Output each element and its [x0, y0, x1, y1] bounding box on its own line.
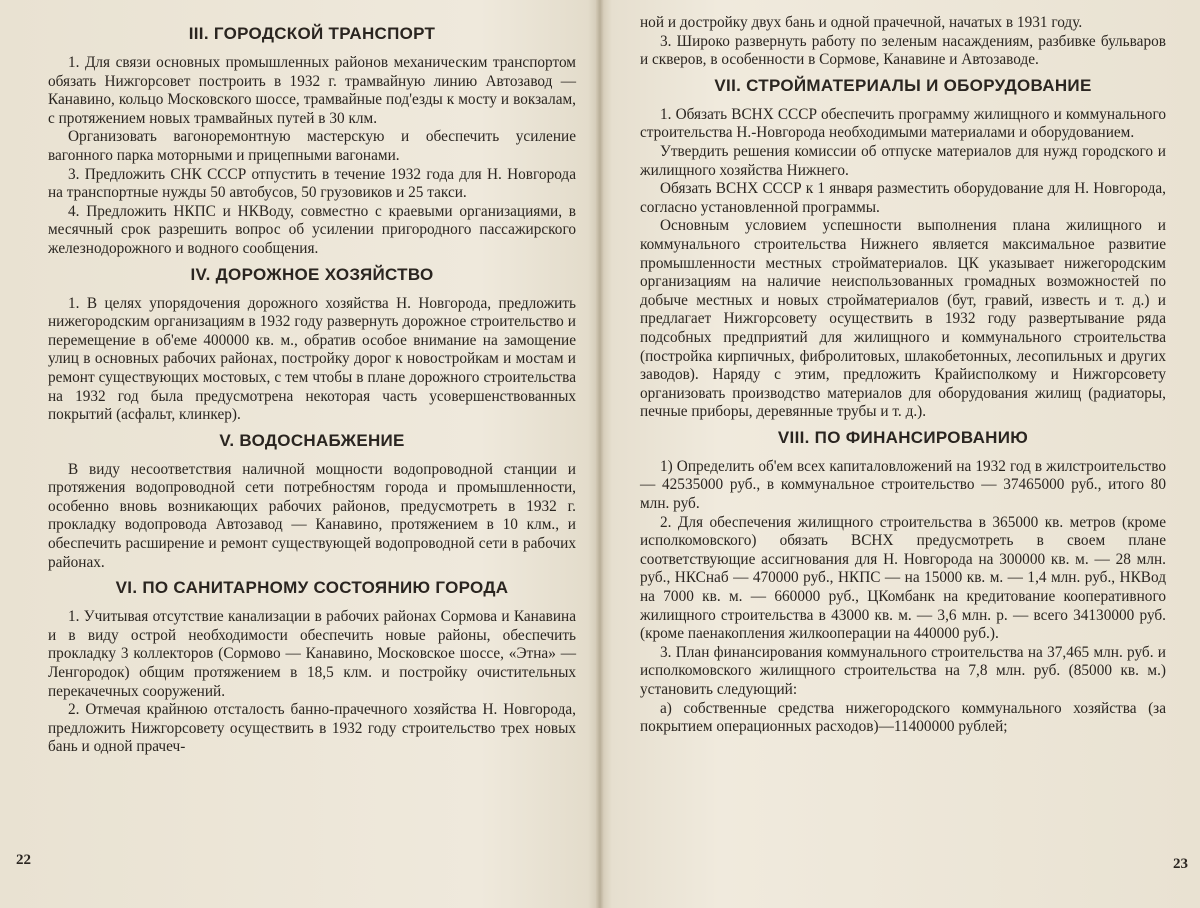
paragraph: Основным условием успешности выполнения плана жилищного и коммунального строительства Нижнего является максимальное развитие промышленности местных стройматериалов. ЦК указывает нижегородским организациям на наличие неиспользованных громадных возможностей по добыче местных и новых стройматериалов (бут, гравий, известь и т. д.) и предлагает Нижгорсовету осуществить в 1932 году развертывание ряда подсобных предприятий для жилищного и коммунального строительства (постройка кирпичных, фибролитовых, шлакобетонных, лесопильных и других заводов). Наряду с этим, предложить Крайисполкому и Нижгорсовету организовать производство материалов для оборудования жилищ (радиаторы, печные приборы, деревянные трубы и т. д.). [640, 217, 1166, 421]
left-page [0, 0, 596, 908]
paragraph: 1. В целях упорядочения дорожного хозяйства Н. Новгорода, предложить нижегородским организациям в 1932 году развернуть дорожное строительство и перемещение в об'еме 400000 кв. м., обратив особое внимание на замощение улиц в основных рабочих районах, постройку дорог к новостройкам и мостам и ремонт существующих мостовых, с тем чтобы в плане дорожного строительства на 1932 год была предусмотрена некоторая часть усовершенствованных покрытий (асфальт, клинкер). [48, 294, 576, 424]
paragraph: 3. План финансирования коммунального строительства на 37,465 млн. руб. и исполкомовского жилищного строительства на 7,8 млн. руб. (85000 кв. м.) установить следующий: [640, 643, 1166, 698]
continued-paragraph: ной и достройку двух бань и одной прачечной, начатых в 1931 году. [640, 14, 1083, 31]
paragraph: 1. Обязать ВСНХ СССР обеспечить программу жилищного и коммунального строительства Н.-Новгорода необходимыми материалами и оборудованием. [640, 105, 1166, 142]
section-heading-sanitary: VI. ПО САНИТАРНОМУ СОСТОЯНИЮ ГОРОДА [115, 578, 509, 598]
paragraph: 4. Предложить НКПС и НКВоду, совместно с краевыми организациями, в месячный срок разрешить вопрос об усилении пригородного пассажирского железнодорожного и водного сообщения. [48, 202, 576, 257]
section-heading-materials: VII. СТРОЙМАТЕРИАЛЫ И ОБОРУДОВАНИЕ [714, 75, 1092, 95]
paragraph: Утвердить решения комиссии об отпуске материалов для нужд городского и жилищного хозяйства Нижнего. [640, 142, 1166, 179]
page-number-right: 23 [1173, 856, 1188, 872]
page-number-left: 22 [16, 852, 31, 868]
section-heading-roads: IV. ДОРОЖНОЕ ХОЗЯЙСТВО [190, 264, 434, 284]
right-page [604, 0, 1200, 908]
paragraph: 3. Широко развернуть работу по зеленым насаждениям, разбивке бульваров и скверов, в особенности в Сормове, Канавине и Автозаводе. [640, 32, 1166, 69]
paragraph: 1. Учитывая отсутствие канализации в рабочих районах Сормова и Канавина и в виду острой необходимости обеспечить новые районы, обеспечить прокладку 3 коллекторов (Сормово — Канавино, Московское шоссе, «Этна» — Ленгородок) общим протяжением в 18,5 клм. и постройку очистительных перекачечных сооружений. [48, 608, 576, 700]
paragraph: 2. Отмечая крайнюю отсталость банно-прачечного хозяйства Н. Новгорода, предложить Нижгорсовету осуществить в 1932 году строительство трех новых бань и одной прачеч- [48, 701, 576, 756]
paragraph: 1. Для связи основных промышленных районов механическим транспортом обязать Нижгорсовет построить в 1932 г. трамвайную линию Автозавод — Канавино, кольцо Московского шоссе, трамвайные под'езды к мосту и вокзалам, с протяжением новых трамвайных путей в 30 клм. [48, 54, 576, 127]
paragraph: 1) Определить об'ем всех капиталовложений на 1932 год в жилстроительство — 42535000 руб., в коммунальное строительство — 37465000 руб., итого 80 млн. руб. [640, 457, 1166, 513]
book-gutter [596, 0, 604, 908]
paragraph: 3. Предложить СНК СССР отпустить в течение 1932 года для Н. Новгорода на транспортные нужды 50 автобусов, 50 грузовиков и 25 такси. [48, 165, 576, 202]
paragraph: а) собственные средства нижегородского коммунального хозяйства (за покрытием операционных расходов)—11400000 рублей; [640, 699, 1166, 736]
section-heading-water: V. ВОДОСНАБЖЕНИЕ [219, 430, 405, 450]
section-heading-financing: VIII. ПО ФИНАНСИРОВАНИЮ [777, 427, 1029, 447]
paragraph: Обязать ВСНХ СССР к 1 января разместить оборудование для Н. Новгорода, согласно установленной программы. [640, 180, 1166, 216]
paragraph: Организовать вагоноремонтную мастерскую и обеспечить усиление вагонного парка моторными и прицепными вагонами. [48, 128, 576, 164]
paragraph: В виду несоответствия наличной мощности водопроводной станции и протяжения водопроводной сети потребностям города и промышленности, особенно вновь возникающих рабочих районов, предусмотреть в 1932 г. прокладку водопровода Автозавод — Канавино, протяжением в 10 клм., и обеспечить расширение и ремонт существующей водопроводной сети в рабочих районах. [48, 460, 576, 571]
section-heading-transport: III. ГОРОДСКОЙ ТРАНСПОРТ [188, 24, 436, 43]
paragraph: 2. Для обеспечения жилищного строительства в 365000 кв. метров (кроме исполкомовского) обязать ВСНХ предусмотреть в своем плане соответствующие ассигнования для Н. Новгорода на 300000 кв. м. — 28 млн. руб., НКСнаб — 470000 руб., НКПС — на 15000 кв. м. — 1,4 млн. руб., НКВод на 7000 кв. м. — 660000 руб., ЦКомбанк на кредитование кооперативного жилищного строительства в 43000 кв. м. — 3,6 млн. р. — всего 34130000 руб. (кроме паенакопления жилкооперации на 440000 руб.). [640, 513, 1166, 643]
